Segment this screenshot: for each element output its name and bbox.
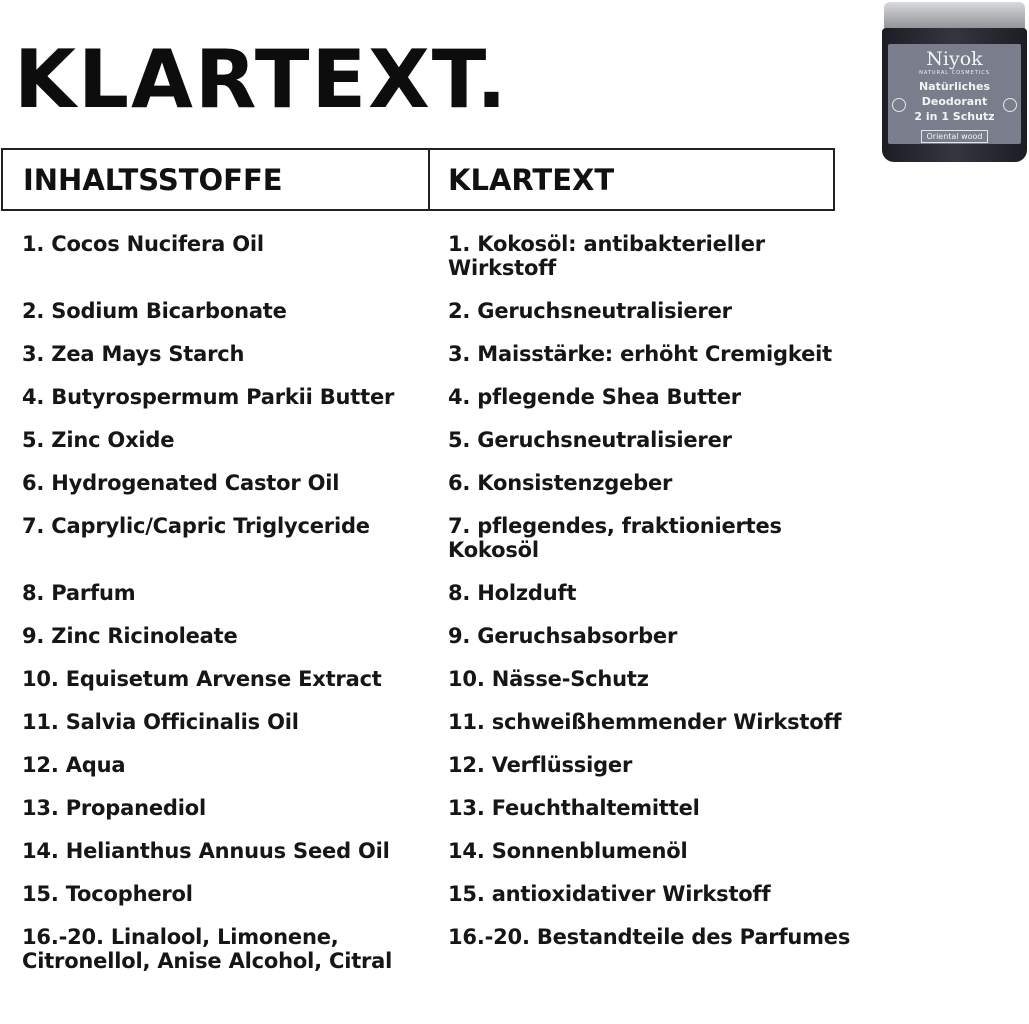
ingredient-cell: 1. Cocos Nucifera Oil bbox=[22, 232, 264, 256]
ingredient-cell: 14. Helianthus Annuus Seed Oil bbox=[22, 839, 390, 863]
table-row bbox=[0, 342, 1029, 366]
jar-badge-icon bbox=[1003, 98, 1017, 112]
table-row bbox=[0, 624, 1029, 648]
table-row bbox=[0, 232, 1029, 280]
table-header bbox=[1, 148, 835, 211]
ingredient-list bbox=[0, 232, 1029, 992]
jar-body bbox=[882, 28, 1027, 162]
ingredient-cell: 5. Zinc Oxide bbox=[22, 428, 175, 452]
explanation-cell: 2. Geruchsneutralisierer bbox=[448, 299, 732, 323]
ingredient-cell: 13. Propanediol bbox=[22, 796, 206, 820]
ingredient-cell: 9. Zinc Ricinoleate bbox=[22, 624, 238, 648]
table-row bbox=[0, 710, 1029, 734]
explanation-cell: 6. Konsistenzgeber bbox=[448, 471, 673, 495]
product-jar-image bbox=[882, 2, 1027, 162]
table-row bbox=[0, 839, 1029, 863]
table-row bbox=[0, 299, 1029, 323]
table-row bbox=[0, 385, 1029, 409]
table-row bbox=[0, 581, 1029, 605]
explanation-cell: 9. Geruchsabsorber bbox=[448, 624, 678, 648]
ingredient-cell: 12. Aqua bbox=[22, 753, 126, 777]
table-row bbox=[0, 753, 1029, 777]
ingredient-cell: 6. Hydrogenated Castor Oil bbox=[22, 471, 340, 495]
explanation-cell: 16.-20. Bestandteile des Parfumes bbox=[448, 925, 851, 949]
explanation-cell: 4. pflegende Shea Butter bbox=[448, 385, 741, 409]
explanation-cell: 14. Sonnenblumenöl bbox=[448, 839, 688, 863]
jar-scent: Oriental wood bbox=[921, 130, 987, 143]
explanation-cell: 15. antioxidativer Wirkstoff bbox=[448, 882, 771, 906]
jar-badge-icon bbox=[892, 98, 906, 112]
table-row bbox=[0, 925, 1029, 973]
table-row bbox=[0, 796, 1029, 820]
explanation-cell: 3. Maisstärke: erhöht Cremigkeit bbox=[448, 342, 832, 366]
ingredient-cell: 8. Parfum bbox=[22, 581, 136, 605]
ingredient-cell: 3. Zea Mays Starch bbox=[22, 342, 245, 366]
jar-lid bbox=[884, 2, 1025, 30]
table-row bbox=[0, 428, 1029, 452]
jar-label bbox=[888, 44, 1021, 144]
explanation-cell: 13. Feuchthaltemittel bbox=[448, 796, 700, 820]
explanation-cell: 11. schweißhemmender Wirkstoff bbox=[448, 710, 842, 734]
ingredient-cell: 7. Caprylic/Capric Triglyceride bbox=[22, 514, 370, 538]
explanation-cell: 7. pflegendes, fraktioniertes Kokosöl bbox=[448, 514, 782, 562]
explanation-cell: 5. Geruchsneutralisierer bbox=[448, 428, 732, 452]
table-row bbox=[0, 514, 1029, 562]
ingredient-cell: 16.-20. Linalool, Limonene, Citronellol, Anise Alcohol, Citral bbox=[22, 925, 393, 973]
ingredient-cell: 4. Butyrospermum Parkii Butter bbox=[22, 385, 395, 409]
ingredient-cell: 10. Equisetum Arvense Extract bbox=[22, 667, 382, 691]
jar-product-claim: 2 in 1 Schutz bbox=[914, 110, 995, 123]
ingredient-cell: 15. Tocopherol bbox=[22, 882, 193, 906]
jar-subtitle: NATURAL COSMETICS bbox=[919, 70, 990, 76]
table-row bbox=[0, 667, 1029, 691]
explanation-cell: 1. Kokosöl: antibakterieller Wirkstoff bbox=[448, 232, 765, 280]
page-title: KLARTEXT. bbox=[14, 33, 509, 126]
ingredient-cell: 2. Sodium Bicarbonate bbox=[22, 299, 287, 323]
explanation-cell: 8. Holzduft bbox=[448, 581, 577, 605]
header-ingredients: INHALTSSTOFFE bbox=[3, 150, 430, 209]
jar-product-name: Natürliches Deodorant bbox=[918, 80, 991, 108]
ingredient-cell: 11. Salvia Officinalis Oil bbox=[22, 710, 299, 734]
table-row bbox=[0, 471, 1029, 495]
jar-brand: Niyok bbox=[926, 48, 983, 70]
table-row bbox=[0, 882, 1029, 906]
explanation-cell: 10. Nässe-Schutz bbox=[448, 667, 649, 691]
explanation-cell: 12. Verflüssiger bbox=[448, 753, 633, 777]
header-explanation: KLARTEXT bbox=[448, 162, 615, 197]
